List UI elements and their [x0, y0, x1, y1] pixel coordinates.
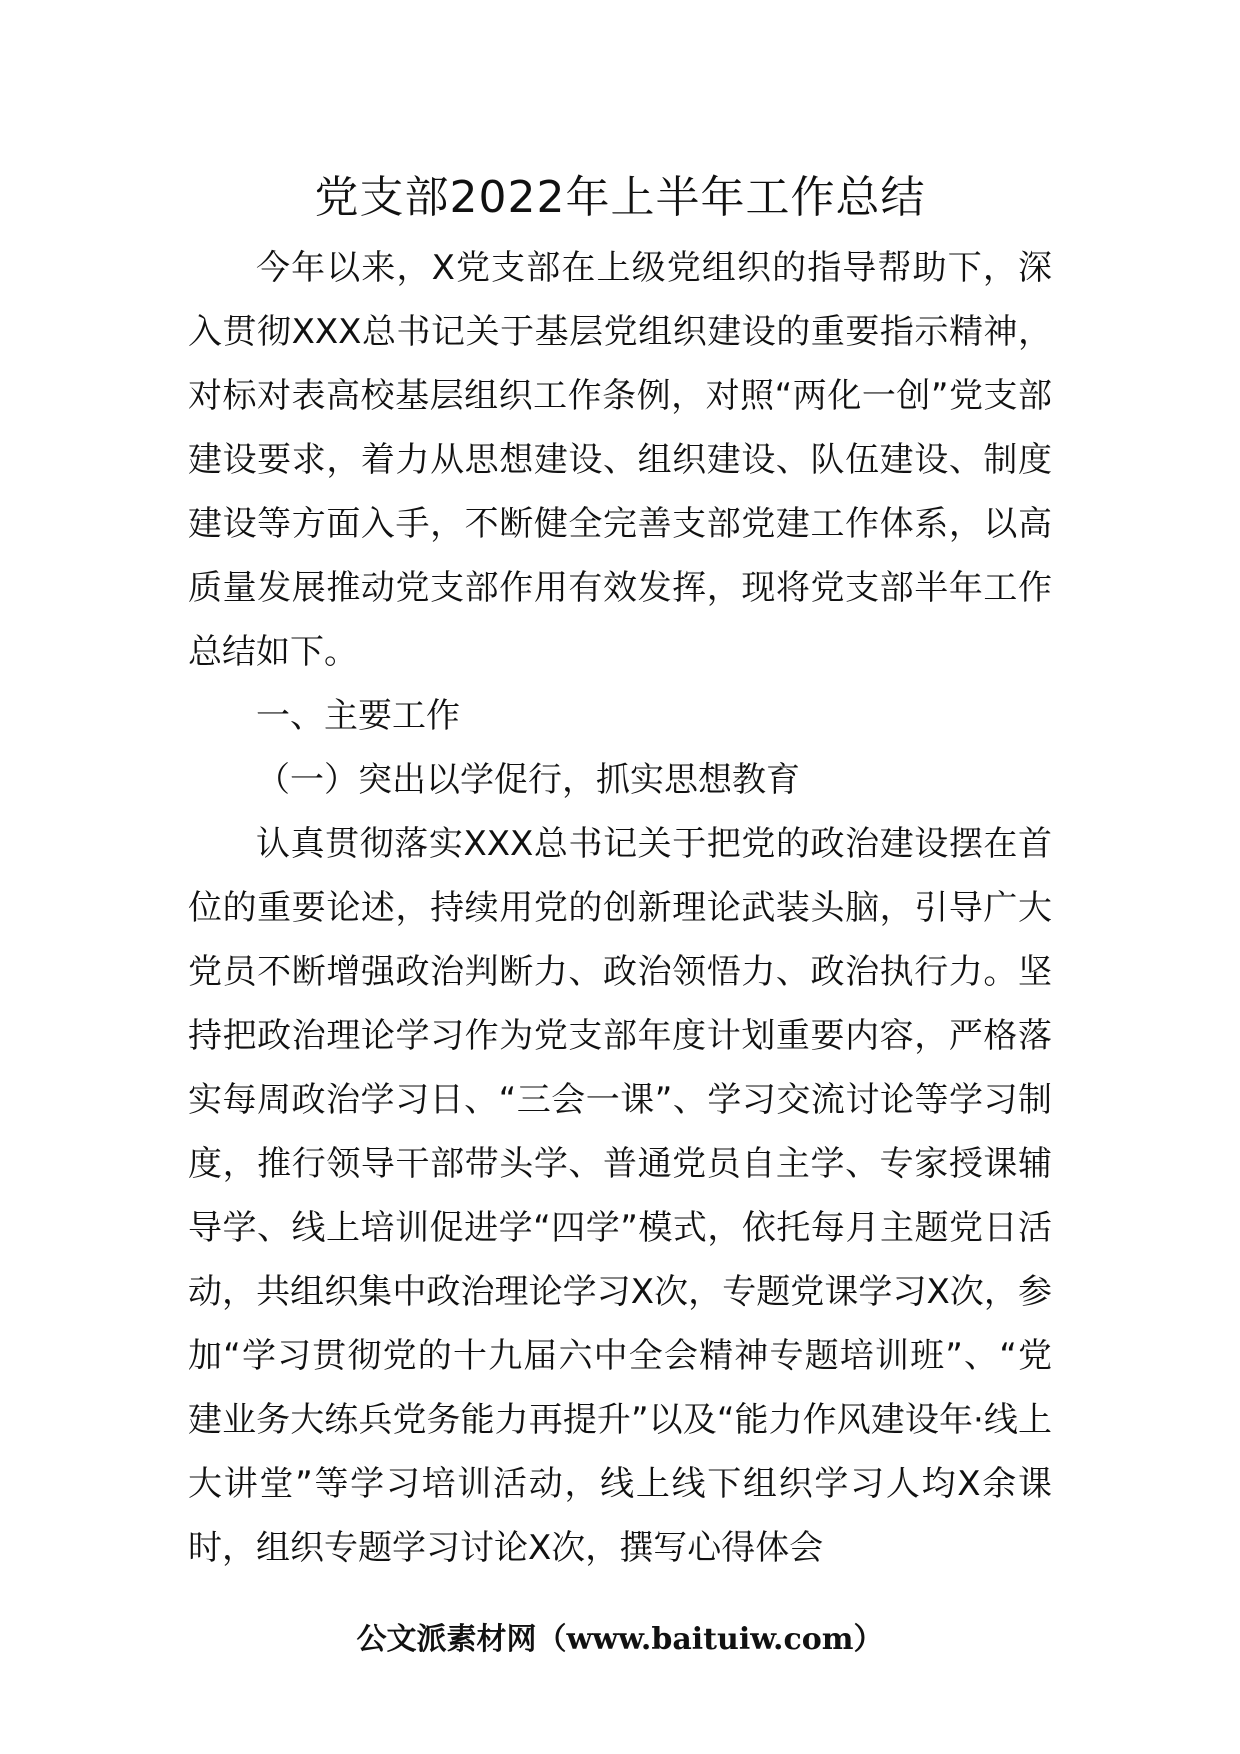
- document-title: 党支部2022年上半年工作总结: [314, 172, 926, 223]
- subsection-heading: （一）突出以学促行，抓实思想教育: [256, 760, 800, 800]
- intro-paragraph: 今年以来，X党支部在上级党组织的指导帮助下，深入贯彻XXX总书记关于基层党组织建设的重要指示精神，对标对表高校基层组织工作条例，对照“两化一创”党支部建设要求，着力从思想建设、组织建设、队伍建设、制度建设等方面入手，不断健全完善支部党建工作体系，以高质量发展推动党支部作用有效发挥，现将党支部半年工作总结如下。: [188, 248, 1052, 672]
- document-body: [188, 236, 1052, 1580]
- body-paragraph: 认真贯彻落实XXX总书记关于把党的政治建设摆在首位的重要论述，持续用党的创新理论武装头脑，引导广大党员不断增强政治判断力、政治领悟力、政治执行力。坚持把政治理论学习作为党支部年度计划重要内容，严格落实每周政治学习日、“三会一课”、学习交流讨论等学习制度，推行领导干部带头学、普通党员自主学、专家授课辅导学、线上培训促进学“四学”模式，依托每月主题党日活动，共组织集中政治理论学习X次，专题党课学习X次，参加“学习贯彻党的十九届六中全会精神专题培训班”、“党建业务大练兵党务能力再提升”以及“能力作风建设年·线上大讲堂”等学习培训活动，线上线下组织学习人均X余课时，组织专题学习讨论X次，撰写心得体会: [188, 824, 1052, 1568]
- footer-watermark: 公文派素材网（www.baituiw.com）: [356, 1622, 884, 1657]
- section-heading: 一、主要工作: [256, 696, 460, 736]
